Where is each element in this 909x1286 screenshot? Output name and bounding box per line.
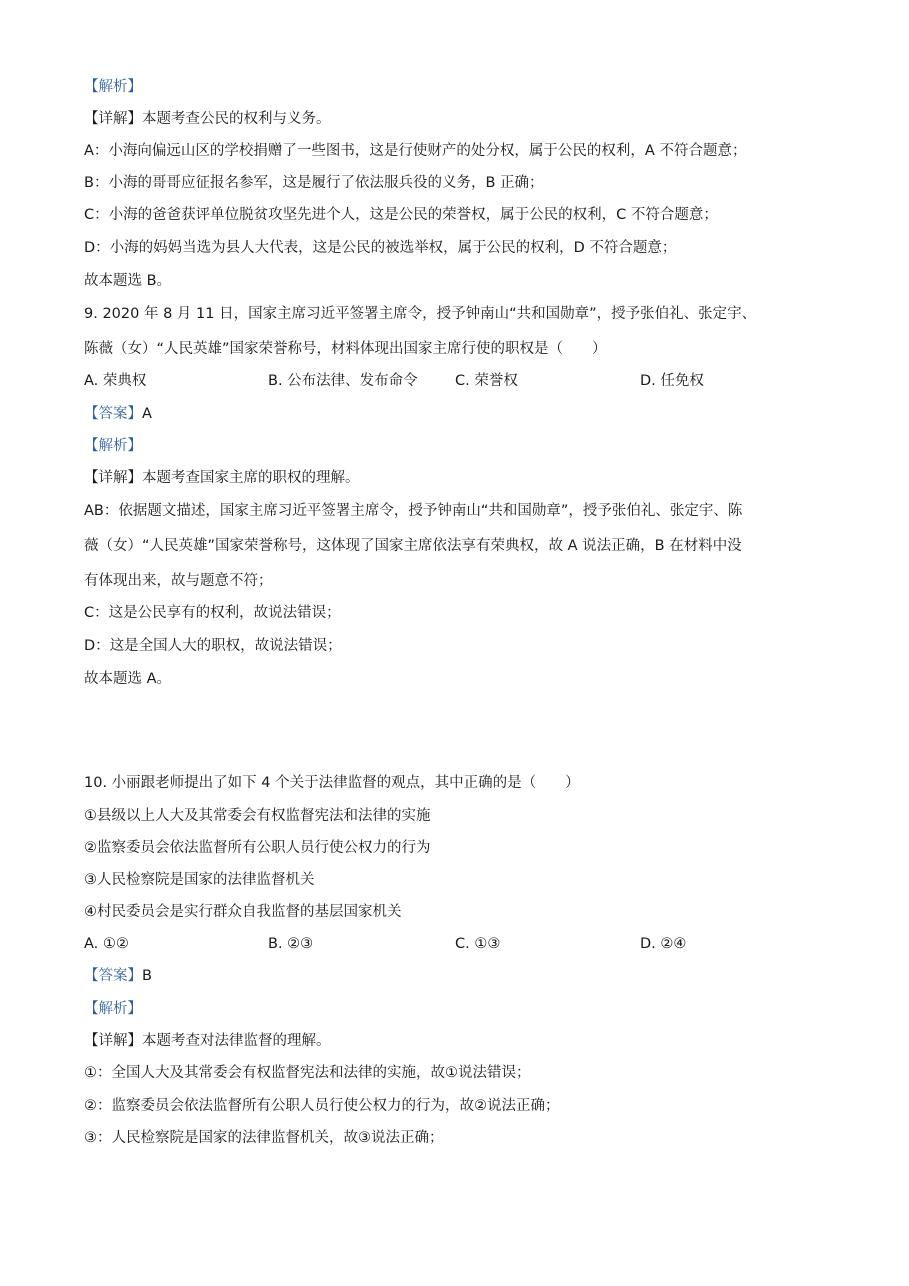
q10-option-b: B. ②③	[268, 936, 314, 952]
q9-line-ab-1: AB：依据题文描述，国家主席习近平签署主席令，授予钟南山“共和国勋章”，授予张伯礼、张定宇、陈	[84, 503, 743, 519]
q10-option-a: A. ①②	[84, 936, 129, 952]
q8-analysis-tag: 【解析】	[84, 79, 142, 95]
q9-conclusion: 故本题选 A。	[84, 671, 172, 687]
q8-line-c: C：小海的爸爸获评单位脱贫攻坚先进个人，这是公民的荣誉权，属于公民的权利，C 不符合题意；	[84, 207, 718, 223]
q9-answer-value: A	[142, 406, 152, 422]
q8-line-a: A：小海向偏远山区的学校捐赠了一些图书，这是行使财产的处分权，属于公民的权利，A 不符合题意；	[84, 143, 747, 159]
q9-detail-tag: 【详解】	[84, 470, 142, 486]
q10-statement-2: ②监察委员会依法监督所有公职人员行使公权力的行为	[84, 840, 431, 856]
q9-option-a: A. 荣典权	[84, 373, 147, 389]
q10-statement-3: ③人民检察院是国家的法律监督机关	[84, 872, 315, 888]
q10-answer-value: B	[142, 968, 152, 984]
q10-line-1: ①：全国人大及其常委会有权监督宪法和法律的实施，故①说法错误；	[84, 1065, 531, 1081]
q10-detail-tag: 【详解】	[84, 1033, 142, 1049]
q8-conclusion: 故本题选 B。	[84, 273, 172, 289]
q9-option-b: B. 公布法律、发布命令	[268, 373, 418, 389]
q10-answer-tag: 【答案】	[84, 968, 142, 984]
q10-stem: 10. 小丽跟老师提出了如下 4 个关于法律监督的观点，其中正确的是（ ）	[84, 775, 580, 791]
q8-line-b: B：小海的哥哥应征报名参军，这是履行了依法服兵役的义务，B 正确；	[84, 175, 544, 191]
q9-analysis-tag: 【解析】	[84, 438, 142, 454]
q10-statement-1: ①县级以上人大及其常委会有权监督宪法和法律的实施	[84, 808, 431, 824]
q9-answer	[84, 404, 849, 424]
q9-option-d: D. 任免权	[640, 373, 704, 389]
q10-line-2: ②：监察委员会依法监督所有公职人员行使公权力的行为，故②说法正确；	[84, 1098, 560, 1114]
q9-stem-line2: 陈薇（女）“人民英雄”国家荣誉称号，材料体现出国家主席行使的职权是（ ）	[84, 341, 607, 357]
q9-detail	[84, 468, 849, 488]
q9-line-ab-2: 薇（女）“人民英雄”国家荣誉称号，这体现了国家主席依法享有荣典权，故 A 说法正确，B 在材料中没	[84, 538, 742, 554]
q8-line-d: D：小海的妈妈当选为县人大代表，这是公民的被选举权，属于公民的权利，D 不符合题意；	[84, 240, 677, 256]
q8-detail	[84, 109, 849, 129]
q9-detail-text: 本题考查国家主席的职权的理解。	[142, 470, 360, 486]
q9-stem-line1: 9. 2020 年 8 月 11 日，国家主席习近平签署主席令，授予钟南山“共和国勋章”，授予张伯礼、张定宇、	[84, 306, 757, 322]
q10-answer	[84, 966, 849, 986]
q10-statement-4: ④村民委员会是实行群众自我监督的基层国家机关	[84, 904, 402, 920]
q10-detail	[84, 1031, 849, 1051]
q8-detail-tag: 【详解】	[84, 111, 142, 127]
q10-line-3: ③：人民检察院是国家的法律监督机关，故③说法正确；	[84, 1130, 444, 1146]
q10-analysis-tag: 【解析】	[84, 1001, 142, 1017]
q9-answer-tag: 【答案】	[84, 406, 142, 422]
q8-detail-text: 本题考查公民的权利与义务。	[142, 111, 331, 127]
q10-option-d: D. ②④	[640, 936, 687, 952]
q9-option-c: C. 荣誉权	[455, 373, 518, 389]
q9-line-ab-3: 有体现出来，故与题意不符；	[84, 573, 273, 589]
q9-line-c: C：这是公民享有的权利，故说法错误；	[84, 605, 341, 621]
q9-line-d: D：这是全国人大的职权，故说法错误；	[84, 638, 342, 654]
q10-detail-text: 本题考查对法律监督的理解。	[142, 1033, 331, 1049]
q10-option-c: C. ①③	[455, 936, 501, 952]
